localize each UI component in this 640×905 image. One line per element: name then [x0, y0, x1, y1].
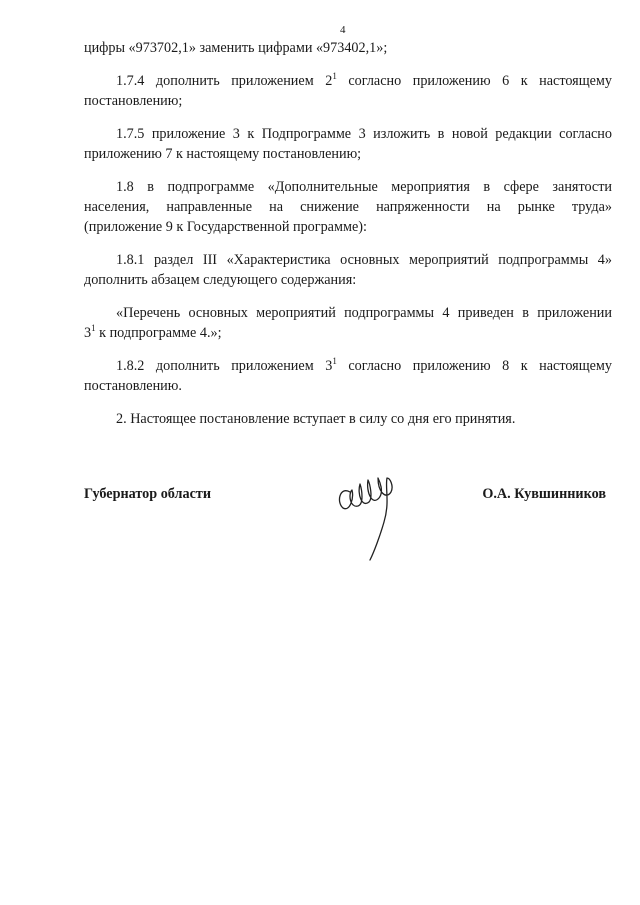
- paragraph: [84, 38, 612, 58]
- text-span: 1.7.4 дополнить приложением 2: [116, 73, 333, 89]
- text-line: 2. Настоящее постановление вступает в силу со дня его принятия.: [116, 411, 516, 427]
- paragraph: [84, 124, 612, 164]
- superscript: 1: [91, 323, 96, 333]
- text-line: постановлению.: [84, 378, 182, 394]
- text-line: [84, 71, 612, 91]
- text-line: постановлению;: [84, 93, 183, 109]
- text-line: «Перечень основных мероприятий подпрограммы 4 приведен в приложении: [116, 305, 612, 321]
- text-span: 1.8.2 дополнить приложением 3: [116, 358, 333, 374]
- text-line: (приложение 9 к Государственной программе):: [84, 219, 367, 235]
- text-span: согласно приложению 8 к настоящему: [336, 358, 612, 374]
- document-body: [84, 38, 612, 429]
- paragraph: [84, 71, 612, 111]
- text-span: согласно приложению 6 к настоящему: [336, 73, 612, 89]
- text-line: дополнить абзацем следующего содержания:: [84, 272, 357, 288]
- text-span: к подпрограмме 4.»;: [95, 325, 222, 341]
- paragraph: [84, 250, 612, 290]
- superscript: 1: [332, 356, 337, 366]
- text-line: 1.7.5 приложение 3 к Подпрограмме 3 изложить в новой редакции согласно: [116, 126, 612, 142]
- text-span: 3: [84, 325, 92, 341]
- text-line: приложению 7 к настоящему постановлению;: [84, 146, 362, 162]
- text-line: 1.8.1 раздел III «Характеристика основных мероприятий подпрограммы 4»: [116, 252, 612, 268]
- text-line: [84, 323, 612, 343]
- handwritten-signature: [334, 470, 414, 565]
- text-line: населения, направленные на снижение напряженности на рынке труда»: [84, 199, 612, 215]
- page-number: 4: [340, 24, 346, 36]
- paragraph: [84, 177, 612, 237]
- paragraph: [84, 409, 612, 429]
- paragraph: [84, 356, 612, 396]
- text-line: цифры «973702,1» заменить цифрами «973402,1»;: [84, 40, 388, 56]
- text-line: 1.8 в подпрограмме «Дополнительные мероприятия в сфере занятости: [116, 179, 612, 195]
- signature-block: [84, 486, 606, 566]
- text-line: [84, 356, 612, 376]
- signatory-name: О.А. Кувшинников: [482, 486, 606, 502]
- superscript: 1: [332, 71, 337, 81]
- paragraph: [84, 303, 612, 343]
- signatory-title: Губернатор области: [84, 486, 212, 502]
